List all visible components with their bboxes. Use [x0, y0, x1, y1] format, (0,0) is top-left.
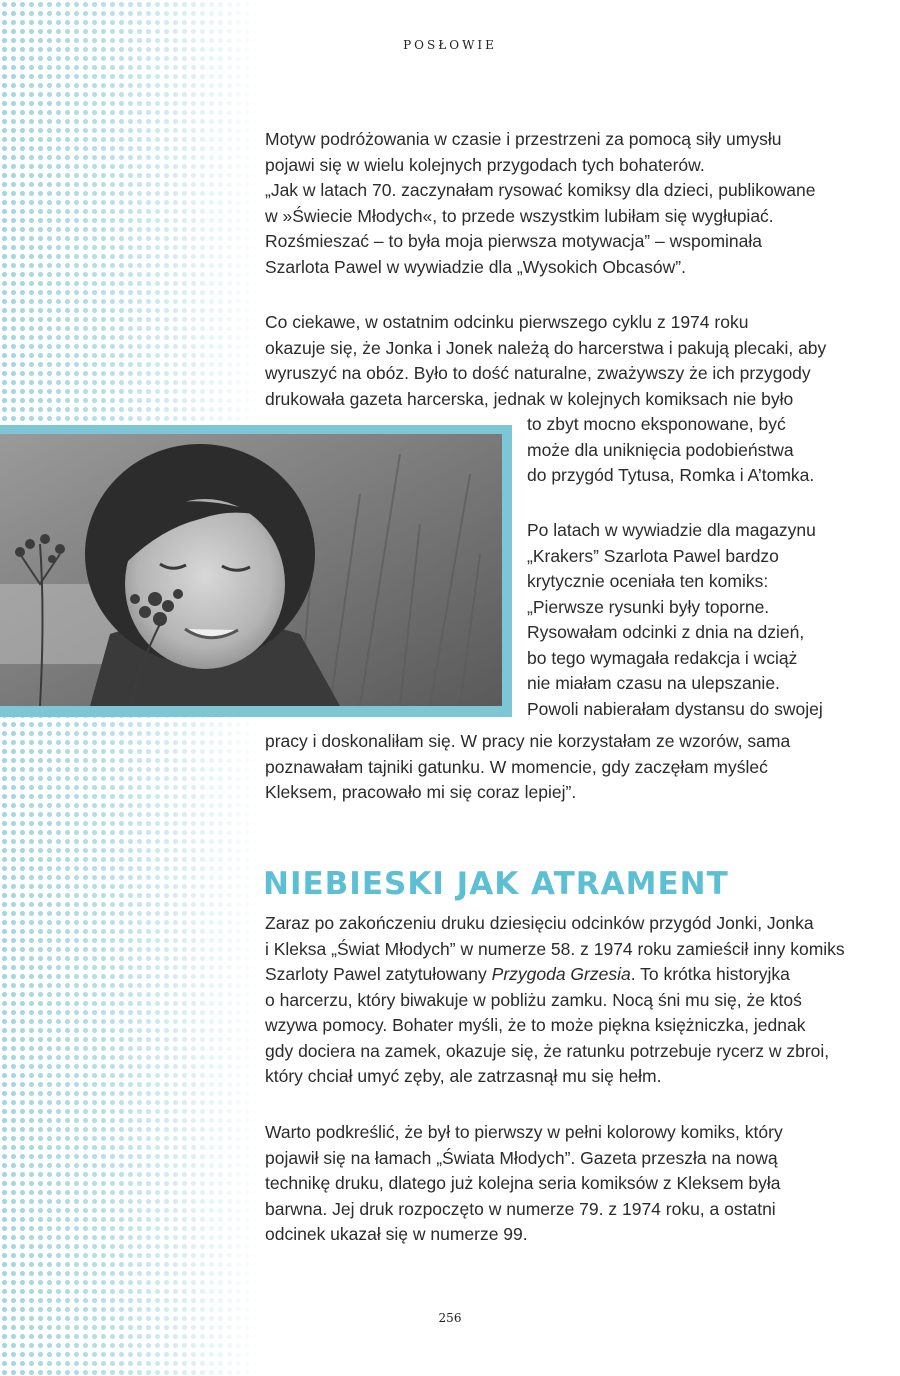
running-head: POSŁOWIE: [403, 38, 497, 52]
text-line: drukowała gazeta harcerska, jednak w kolejnych komiksach nie było: [265, 388, 794, 409]
text-line: „Krakers” Szarlota Pawel bardzo: [527, 545, 779, 566]
text-line: pojawił się na łamach „Świata Młodych”. Gazeta przeszła na nową: [265, 1147, 778, 1168]
text-line: nie miałam czasu na ulepszanie.: [527, 673, 780, 693]
section-heading: NIEBIESKI JAK ATRAMENT: [263, 866, 729, 902]
text-line: „Jak w latach 70. zaczynałam rysować komiksy dla dzieci, publikowane: [265, 180, 816, 200]
text-line: odcinek ukazał się w numerze 99.: [265, 1224, 528, 1244]
text-span: . To krótka historyjka: [630, 964, 790, 984]
text-line: Rozśmieszać – to była moja pierwsza motywacja” – wspominała: [265, 231, 762, 251]
text-line: okazuje się, że Jonka i Jonek należą do harcerstwa i pakują plecaki, aby: [265, 337, 827, 358]
text-line: Kleksem, pracowało mi się coraz lepiej”.: [265, 782, 577, 802]
paragraph-intro: [265, 127, 865, 280]
text-line: Szarlota Pawel w wywiadzie dla „Wysokich Obcasów”.: [265, 256, 686, 277]
text-line: Warto podkreślić, że był to pierwszy w pełni kolorowy komiks, który: [265, 1122, 783, 1142]
paragraph-interview-continued: [265, 729, 865, 806]
paragraph-scouting-wrap: [527, 412, 857, 489]
text-line: w »Świecie Młodych«, to przede wszystkim lubiłam się wygłupiać.: [265, 205, 774, 226]
text-line: Rysowałam odcinki z dnia na dzień,: [527, 622, 805, 642]
comic-title: Przygoda Grzesia: [491, 964, 631, 984]
text-line: pojawi się w wielu kolejnych przygodach tych bohaterów.: [265, 154, 705, 175]
paragraph-scouting: [265, 310, 865, 412]
text-line: [265, 962, 865, 988]
text-line: pracy i doskonaliłam się. W pracy nie korzystałam ze wzorów, sama: [265, 731, 791, 751]
text-line: wyruszyć na obóz. Było to dość naturalne, zważywszy że ich przygody: [265, 363, 811, 383]
text-line: Zaraz po zakończeniu druku dziesięciu odcinków przygód Jonki, Jonka: [265, 913, 814, 933]
portrait-photo: [0, 434, 502, 706]
text-line: gdy dociera na zamek, okazuje się, że ratunku potrzebuje rycerz w zbroi,: [265, 1040, 830, 1061]
text-line: Powoli nabierałam dystansu do swojej: [527, 698, 823, 719]
text-line: do przygód Tytusa, Romka i A’tomka.: [527, 465, 815, 485]
paragraph-color: [265, 1120, 865, 1248]
text-line: „Pierwsze rysunki były toporne.: [527, 596, 770, 617]
text-line: bo tego wymagała redakcja i wciąż: [527, 647, 798, 668]
text-line: o harcerzu, który biwakuje w pobliżu zamku. Nocą śni mu się, że ktoś: [265, 989, 802, 1010]
text-line: Motyw podróżowania w czasie i przestrzeni za pomocą siły umysłu: [265, 129, 782, 149]
paragraph-grzes: [265, 911, 865, 1090]
page-number: 256: [438, 1311, 462, 1325]
text-line: Co ciekawe, w ostatnim odcinku pierwszego cyklu z 1974 roku: [265, 312, 749, 332]
paragraph-interview: [527, 518, 857, 722]
text-line: Po latach w wywiadzie dla magazynu: [527, 520, 816, 540]
text-line: może dla uniknięcia podobieństwa: [527, 439, 794, 460]
text-line: poznawałam tajniki gatunku. W momencie, gdy zaczęłam myśleć: [265, 756, 768, 777]
portrait-photo-illustration: [0, 434, 502, 706]
text-line: to zbyt mocno eksponowane, być: [527, 414, 786, 434]
text-line: barwna. Jej druk rozpoczęto w numerze 79. z 1974 roku, a ostatni: [265, 1198, 776, 1219]
text-line: i Kleksa „Świat Młodych” w numerze 58. z 1974 roku zamieścił inny komiks: [265, 938, 845, 959]
text-span: Szarloty Pawel zatytułowany: [265, 964, 492, 984]
text-line: technikę druku, dlatego już kolejna seria komiksów z Kleksem była: [265, 1173, 781, 1193]
text-line: krytycznie oceniała ten komiks:: [527, 571, 769, 591]
text-line: który chciał umyć zęby, ale zatrzasnął mu się hełm.: [265, 1066, 662, 1086]
text-line: wzywa pomocy. Bohater myśli, że to może piękna księżniczka, jednak: [265, 1015, 806, 1035]
